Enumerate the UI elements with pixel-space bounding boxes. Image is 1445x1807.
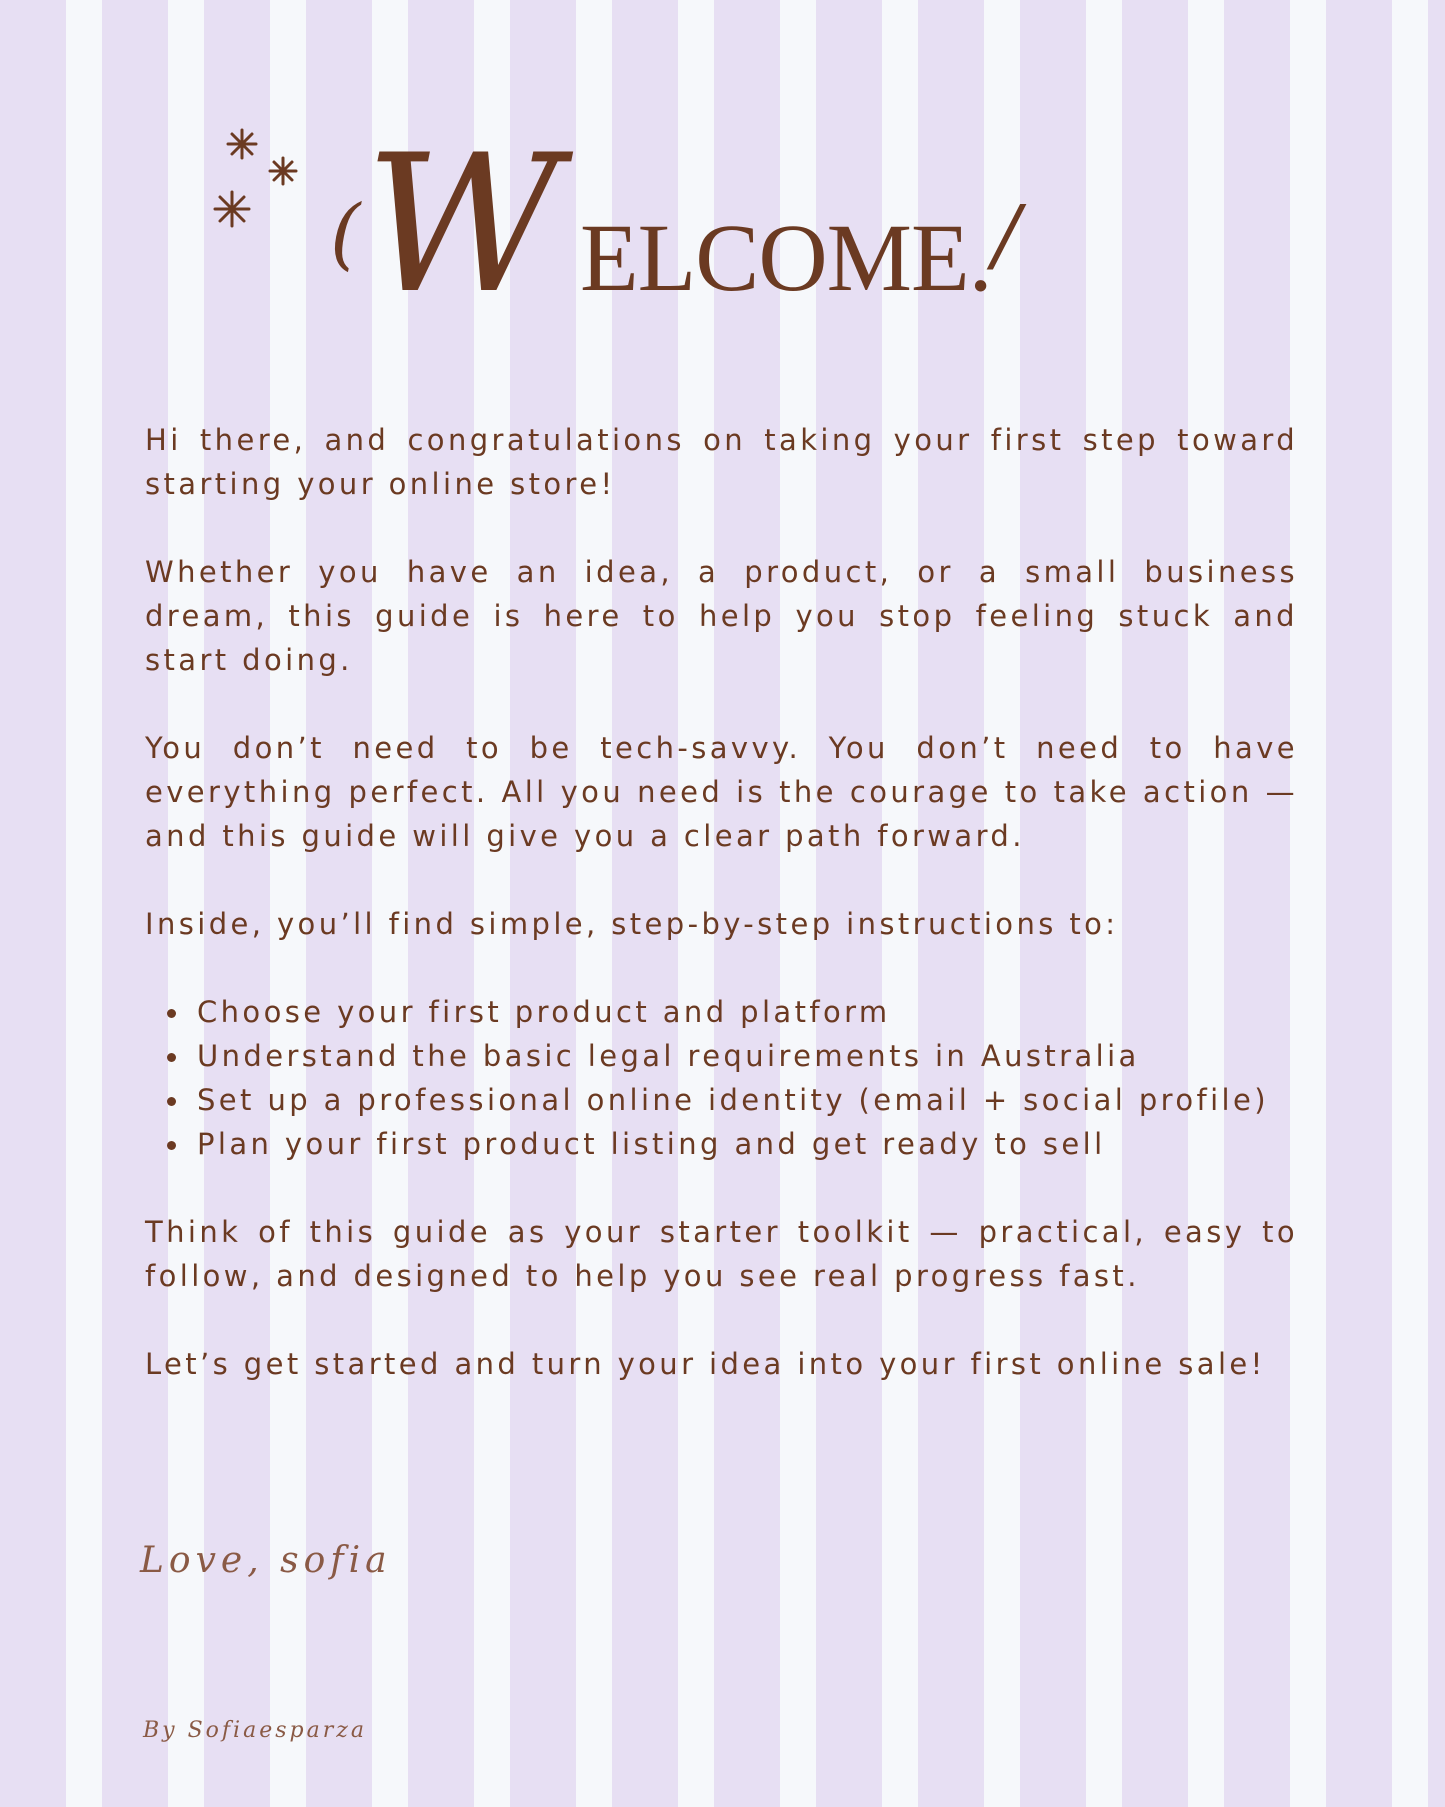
intro-paragraph-1: Hi there, and congratulations on taking your first step toward starting your online store!	[145, 423, 1298, 501]
list-item: Set up a professional online identity (email + social profile)	[197, 1078, 1298, 1122]
intro-paragraph-4: Inside, you’ll find simple, step-by-step instructions to:	[145, 907, 1119, 941]
closing-paragraph-2: Let’s get started and turn your idea into your first online sale!	[145, 1347, 1266, 1381]
title-text: ELCOME.	[580, 204, 992, 311]
intro-paragraph-3: You don’t need to be tech-savvy. You don’t need to have everything perfect. All you need is the courage to take action — and this guide will give you a clear path forward.	[145, 731, 1298, 853]
sparkle-icon	[205, 122, 315, 242]
title-paren: (	[330, 189, 361, 279]
page-title	[330, 114, 1090, 335]
letter-body	[145, 418, 1298, 1430]
closing-paragraph-1: Think of this guide as your starter toolkit — practical, easy to follow, and designed to help you see real progress fast.	[145, 1215, 1298, 1293]
title-flourish: /	[993, 188, 1020, 281]
signature: Love, sofia	[140, 1540, 392, 1581]
title-initial: W	[365, 114, 551, 335]
intro-paragraph-2: Whether you have an idea, a product, or a small business dream, this guide is here to help you stop feeling stuck and start doing.	[145, 555, 1298, 677]
list-item: Understand the basic legal requirements in Australia	[197, 1034, 1298, 1078]
list-item: Plan your first product listing and get ready to sell	[197, 1122, 1298, 1166]
list-item: Choose your first product and platform	[197, 990, 1298, 1034]
instructions-list	[145, 990, 1298, 1166]
author-byline: By Sofiaesparza	[143, 1718, 367, 1743]
